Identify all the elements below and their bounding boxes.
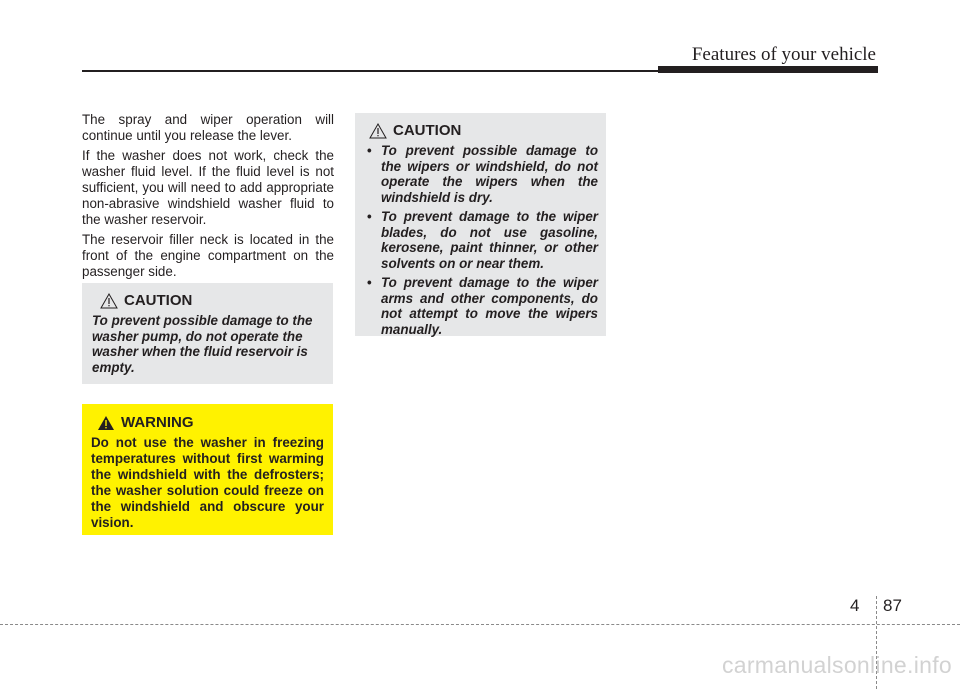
page-header-title: Features of your vehicle — [691, 44, 876, 65]
list-item: • To prevent possible damage to the wipers or windshield, do not operate the wipers when the windshield is dry. — [365, 143, 598, 205]
warning-box-freezing — [82, 404, 333, 535]
body-text-column — [82, 112, 334, 284]
warning-triangle-icon — [97, 415, 115, 431]
caution-box-washer-pump — [82, 283, 333, 384]
warning-title-text: WARNING — [121, 414, 194, 431]
page-chapter-number: 4 — [850, 596, 860, 615]
page-number: 87 — [883, 596, 902, 615]
caution-title — [365, 122, 598, 139]
header-rule-accent — [658, 66, 878, 73]
list-item: • To prevent damage to the wiper arms and other components, do not attempt to move the wipers manually. — [365, 275, 598, 337]
warning-text: Do not use the washer in freezing temperatures without first warming the windshield with the defrosters; the washer solution could freeze on the windshield and obscure your vision. — [91, 435, 324, 530]
body-paragraph-3: The reservoir filler neck is located in the front of the engine compartment on the passenger side. — [82, 232, 334, 279]
caution-triangle-icon — [369, 123, 387, 139]
caution-box-wipers — [355, 113, 606, 336]
warning-title — [91, 414, 324, 431]
caution-title — [92, 292, 324, 309]
footer-dashed-rule — [0, 624, 960, 625]
list-item: • To prevent damage to the wiper blades, do not use gasoline, kerosene, paint thinner, or other solvents on or near them. — [365, 209, 598, 271]
body-paragraph-2: If the washer does not work, check the washer fluid level. If the fluid level is not sufficient, you will need to add appropriate non-abrasive windshield washer fluid to the washer reservoir. — [82, 148, 334, 227]
caution-text: To prevent possible damage to the washer pump, do not operate the washer when the fluid reservoir is empty. — [92, 313, 313, 375]
caution-title-text: CAUTION — [393, 122, 462, 139]
body-paragraph-1: The spray and wiper operation will continue until you release the lever. — [82, 112, 334, 143]
caution-title-text: CAUTION — [124, 292, 193, 309]
caution-triangle-icon — [100, 293, 118, 309]
watermark-text: carmanualsonline.info — [721, 652, 952, 678]
caution-bullet-list — [365, 143, 598, 337]
